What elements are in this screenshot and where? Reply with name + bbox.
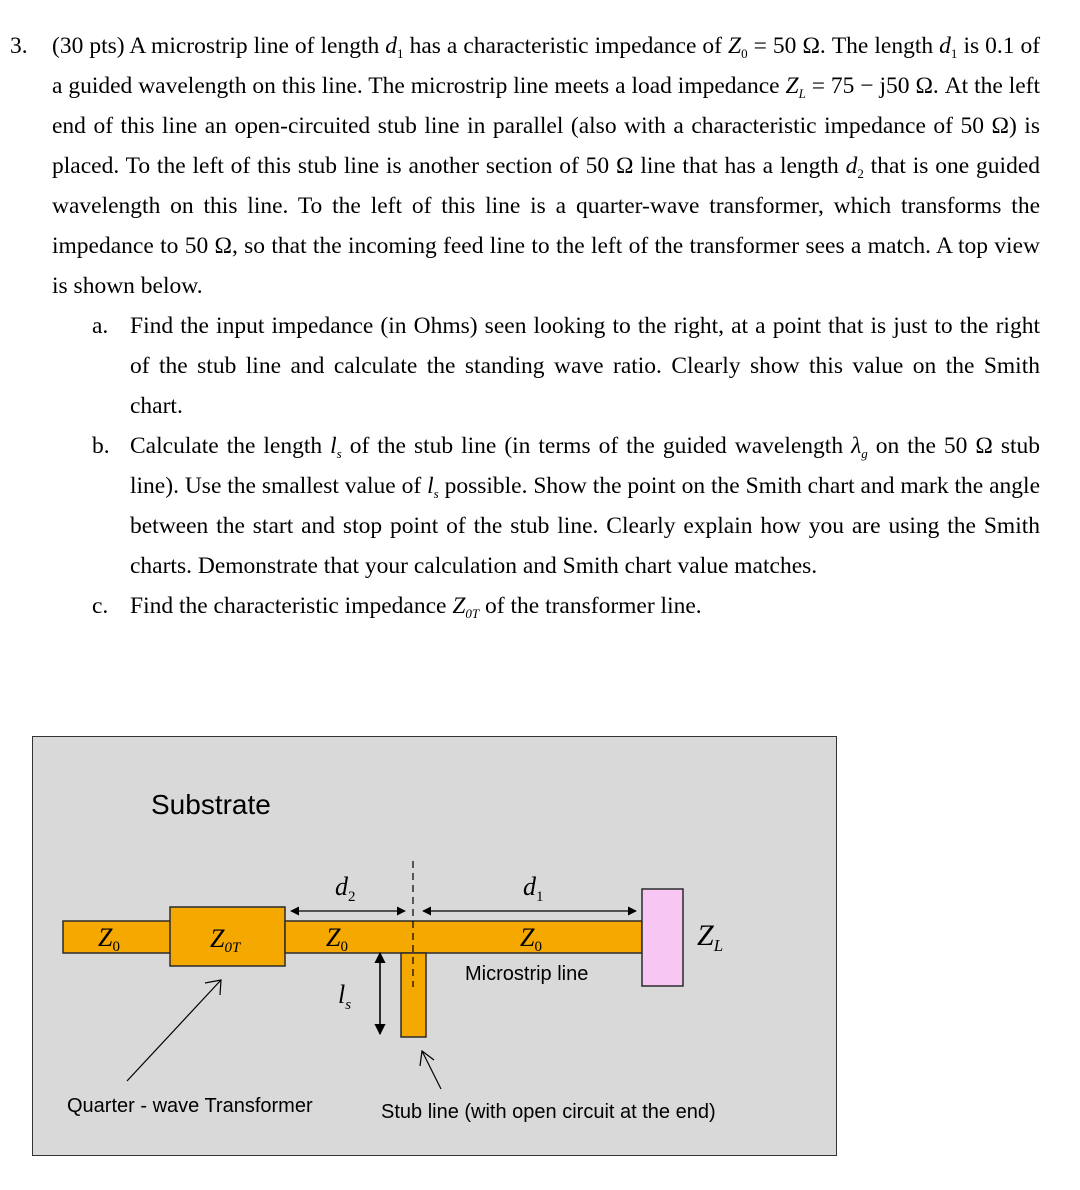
load-zl-label: $Z_L$ bbox=[697, 919, 724, 955]
question-number: 3. bbox=[10, 33, 28, 59]
transformer-caption: Quarter - wave Transformer bbox=[67, 1095, 313, 1117]
d2-section-z0-label: Z0 bbox=[326, 923, 348, 955]
stub-pointer-line bbox=[422, 1051, 441, 1089]
microstrip-line-label: Microstrip line bbox=[465, 963, 589, 985]
load-element bbox=[642, 889, 683, 986]
part-a: a. Find the input impedance (in Ohms) seen looking to the right, at a point that is just to the right of the stub line and calculate the standing wave ratio. Clearly show this value on the Smith chart. bbox=[92, 313, 1040, 419]
stub-pointer-head bbox=[420, 1051, 434, 1066]
ls-label: $l_s$ bbox=[338, 980, 352, 1013]
stub-caption: Stub line (with open circuit at the end) bbox=[381, 1101, 716, 1123]
question-body: (30 pts) A microstrip line of length $d_1$ has a characteristic impedance of $Z_0 = 50$ Ω. The length $d_1$ is 0.1 of a guided wavelength on this line. The microstrip line meets a load impedance $Z_L = 75 - j50$ Ω. At the left end of this line an open-circuited stub line in parallel (also with a characteristic impedance of 50 Ω) is placed. To the left of this stub line is another section of 50 Ω line that has a length $d_2$ that is one guided wavelength on this line. To the left of this line is a quarter-wave transformer, which transforms the impedance to 50 Ω, so that the incoming feed line to the left of the transformer sees a match. A top view is shown below. bbox=[52, 33, 1041, 299]
d1-section-z0-label: Z0 bbox=[520, 923, 542, 955]
transformer-pointer-line bbox=[127, 980, 221, 1081]
transformer-z0t-label: Z0T bbox=[210, 924, 241, 956]
microstrip-diagram bbox=[32, 736, 837, 1156]
stub-line bbox=[401, 953, 426, 1037]
problem-text bbox=[0, 26, 1040, 626]
substrate-label: Substrate bbox=[151, 789, 271, 820]
d1-label: $d_1$ bbox=[523, 872, 544, 905]
transformer-section bbox=[170, 907, 285, 966]
part-b: b. Calculate the length $l_s$ of the stub line (in terms of the guided wavelength $\lambda_g$ on the 50 Ω stub line). Use the smallest value of $l_s$ possible. Show the point on the Smith chart and mark the angle between the start and stop point of the stub line. Clearly explain how you are using the Smith charts. Demonstrate that your calculation and Smith chart value matches. bbox=[92, 433, 1041, 579]
part-c: c. Find the characteristic impedance $Z_{0T}$ of the transformer line. bbox=[92, 593, 702, 621]
diagram-canvas bbox=[33, 737, 838, 1157]
feed-line-z0-label: Z0 bbox=[98, 923, 120, 955]
d2-label: $d_2$ bbox=[335, 872, 356, 905]
